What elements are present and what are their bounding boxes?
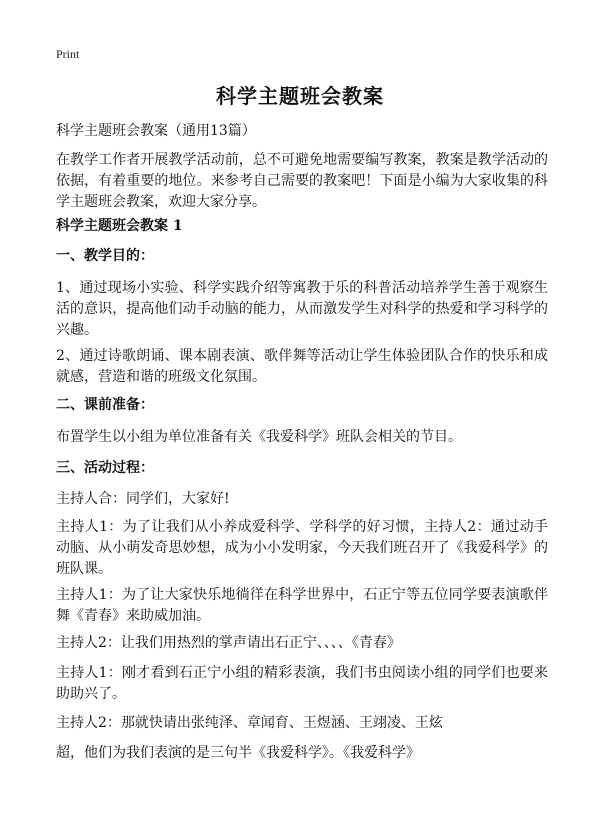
process-line-5: 主持人1：刚才看到石正宁小组的精彩表演，我们书虫阅读小组的同学们也要来助助兴了。 xyxy=(56,665,548,702)
process-line-6: 主持人2：那就快请出张纯泽、章闻育、王煜涵、王翊凌、王炫 xyxy=(56,715,443,731)
goal-1: 1、通过现场小实验、科学实践介绍等寓教于乐的科普活动培养学生善于观察生活的意识，提高他们动手动脑的能力，从而激发学生对科学的热爱和学习科学的兴趣。 xyxy=(56,280,548,338)
intro-paragraph: 在教学工作者开展教学活动前，总不可避免地需要编写教案，教案是教学活动的依据，有着重要的地位。来参考自己需要的教案吧！下面是小编为大家收集的科学主题班会教案，欢迎大家分享。 xyxy=(56,152,548,210)
process-line-2: 主持人1：为了让我们从小养成爱科学、学科学的好习惯，主持人2：通过动手动脑、从小萌发奇思妙想，成为小小发明家，今天我们班召开了《我爱科学》的班队课。 xyxy=(56,519,548,577)
heading-process: 三、活动过程： xyxy=(56,460,154,476)
heading-goals: 一、教学目的： xyxy=(56,248,154,264)
prep-paragraph: 布置学生以小组为单位准备有关《我爱科学》班队会相关的节目。 xyxy=(56,429,462,445)
process-line-3: 主持人1：为了让大家快乐地徜徉在科学世界中，石正宁等五位同学要表演歌伴舞《青春》来助威加油。 xyxy=(56,587,548,624)
process-line-4: 主持人2：让我们用热烈的掌声请出石正宁、、、、《青春》 xyxy=(56,635,401,651)
print-link[interactable]: Print xyxy=(56,47,80,61)
heading-prep: 二、课前准备： xyxy=(56,397,154,413)
process-line-7: 超，他们为我们表演的是三句半《我爱科学》。《我爱科学》 xyxy=(56,745,420,761)
page-title: 科学主题班会教案 xyxy=(216,84,384,108)
goal-2: 2、通过诗歌朗诵、课本剧表演、歌伴舞等活动让学生体验团队合作的快乐和成就感，营造和谐的班级文化氛围。 xyxy=(56,348,548,385)
document-subtitle: 科学主题班会教案（通用13篇） xyxy=(56,123,256,139)
process-line-1: 主持人合：同学们，大家好! xyxy=(56,491,230,507)
section-title: 科学主题班会教案 1 xyxy=(56,218,183,234)
